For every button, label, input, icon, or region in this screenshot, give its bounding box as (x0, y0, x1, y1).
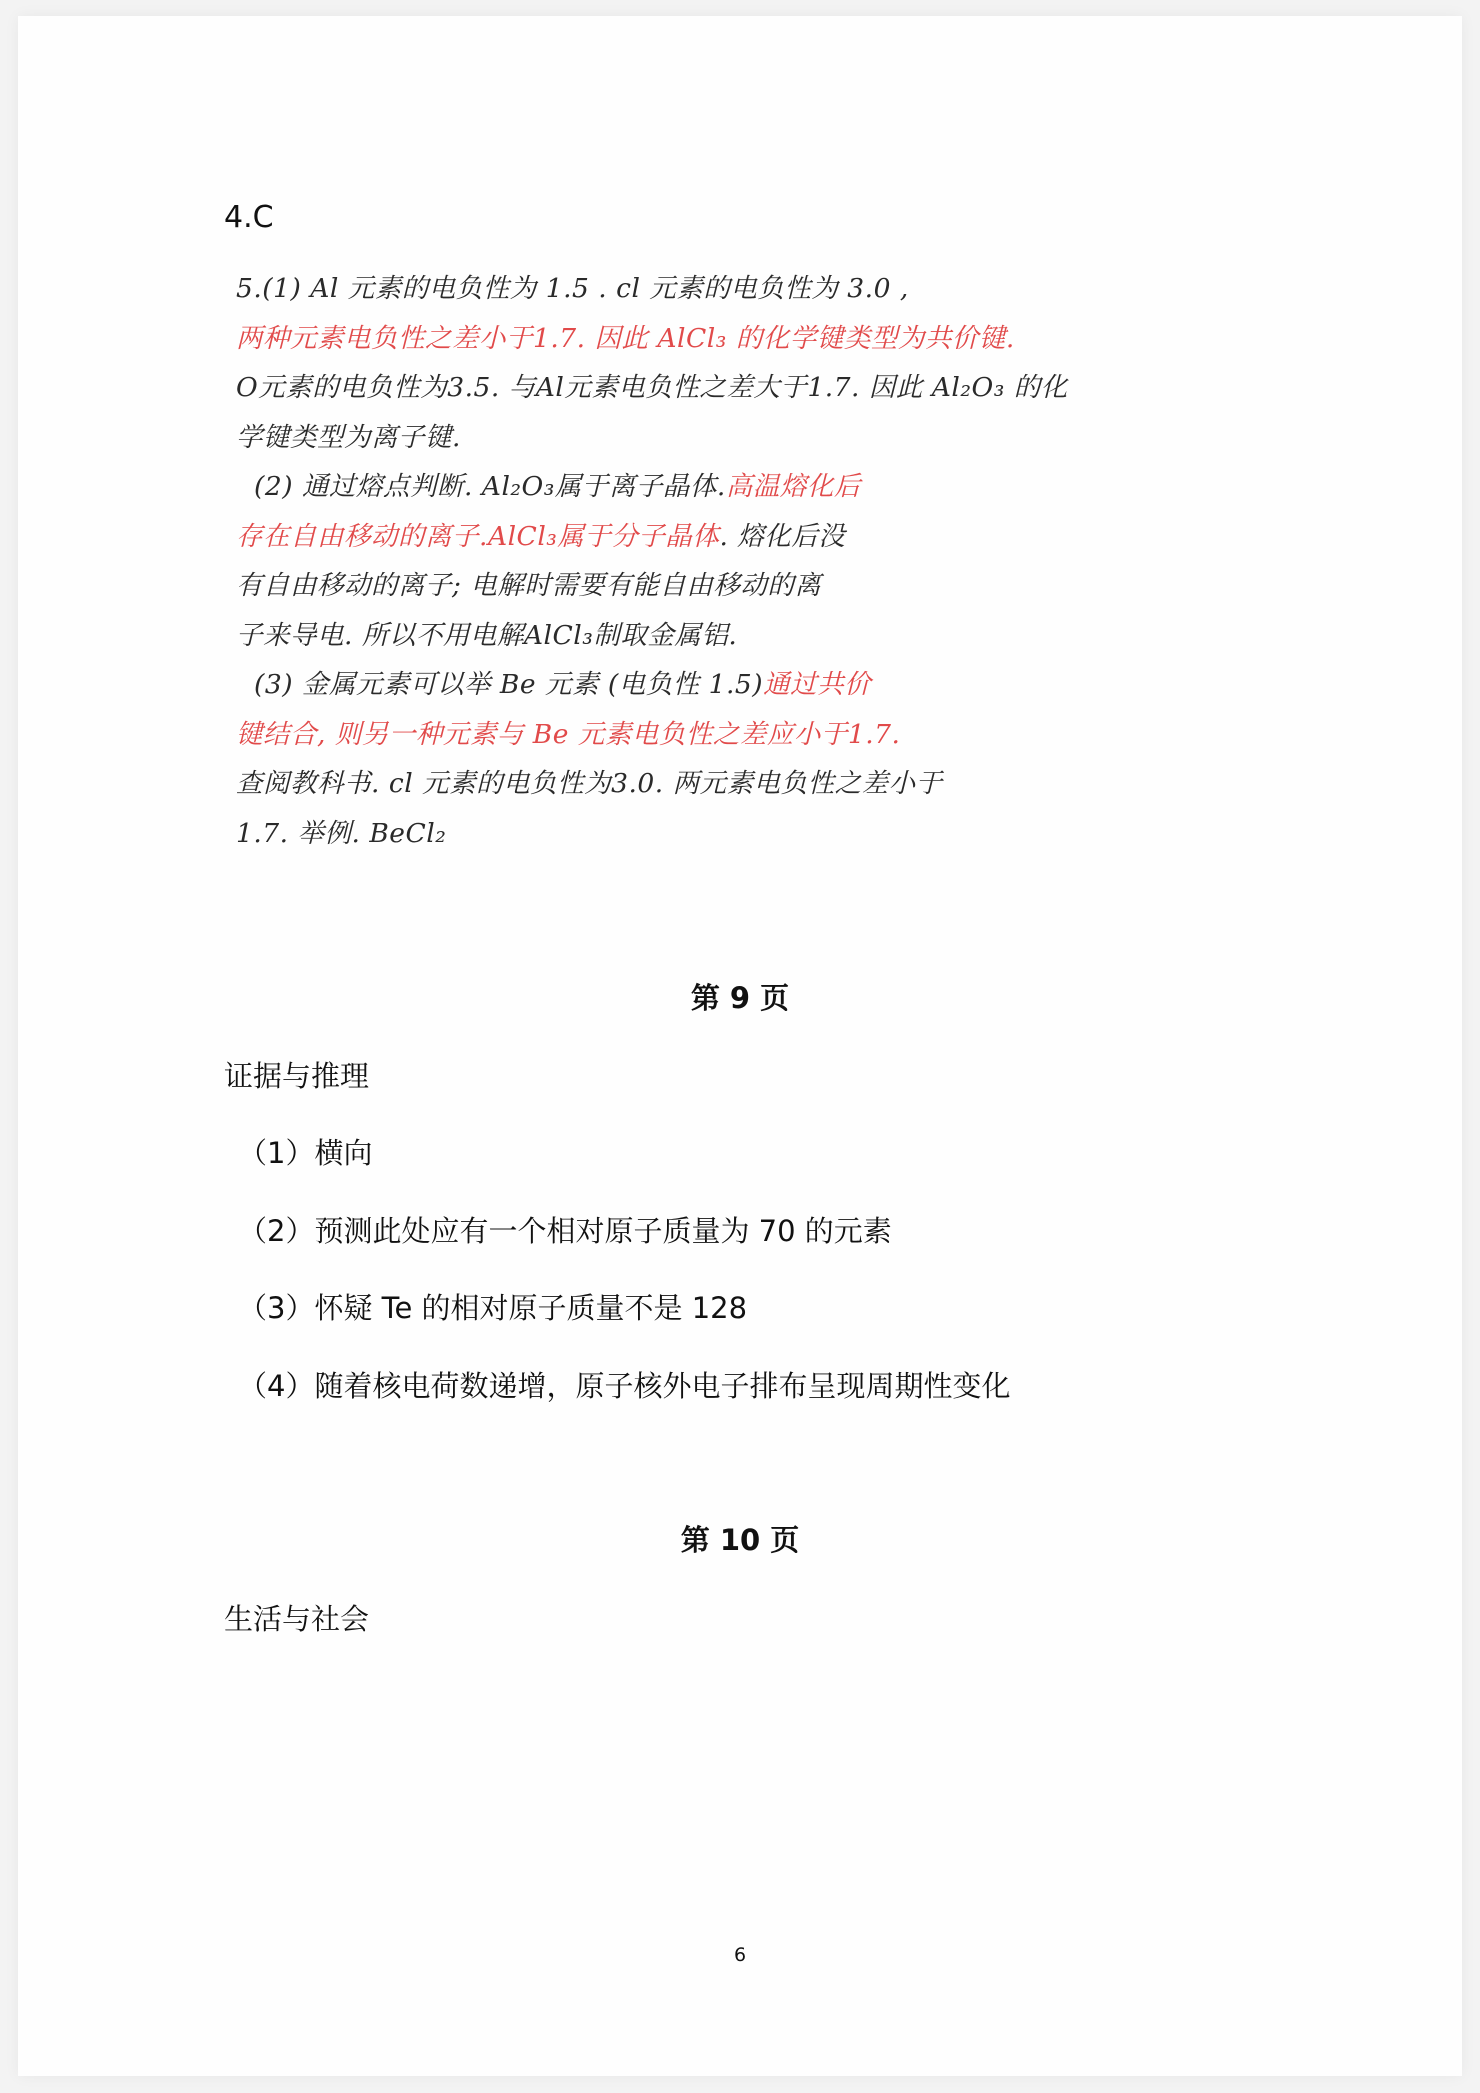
handwritten-answer-5 (236, 264, 1068, 858)
handwritten-line: 查阅教科书. cl 元素的电负性为3.0. 两元素电负性之差小于 (236, 768, 943, 799)
handwritten-fragment-red: 通过共价 (763, 669, 872, 700)
handwritten-line: O元素的电负性为3.5. 与Al元素电负性之差大于1.7. 因此 Al₂O₃ 的化 (236, 372, 1068, 403)
handwritten-line (236, 660, 956, 710)
list-item: （1）横向 (238, 1136, 373, 1170)
page-number: 6 (733, 1944, 747, 1966)
handwritten-fragment-red: AlCl₃属于分子晶体 (487, 520, 720, 552)
handwritten-line: 子来导电. 所以不用电解AlCl₃制取金属铝. (236, 619, 738, 651)
handwritten-line: 1.7. 举例. BeCl₂ (236, 817, 447, 849)
list-item: （4）随着核电荷数递增，原子核外电子排布呈现周期性变化 (238, 1369, 1011, 1403)
handwritten-line: 有自由移动的离子; 电解时需要有能自由移动的离 (236, 570, 822, 601)
handwritten-line (236, 512, 956, 562)
handwritten-line: 学键类型为离子键. (236, 421, 461, 453)
handwritten-fragment: . 熔化后没 (719, 520, 846, 552)
section-title-life: 生活与社会 (224, 1602, 370, 1636)
handwritten-line-red: 两种元素电负性之差小于1.7. 因此 AlCl₃ 的化学键类型为共价键. (236, 322, 1015, 354)
list-item: （3）怀疑 Te 的相对原子质量不是 128 (238, 1291, 748, 1325)
handwritten-fragment: (3) 金属元素可以举 Be 元素 (电负性 1.5) (254, 669, 764, 700)
handwritten-line: 5.(1) Al 元素的电负性为 1.5 . cl 元素的电负性为 3.0 , (236, 273, 909, 304)
handwritten-line-red: 键结合, 则另一种元素与 Be 元素电负性之差应小于1.7. (236, 718, 901, 750)
answer-4: 4.C (224, 200, 274, 235)
handwritten-fragment: (2) 通过熔点判断. Al₂O₃属于离子晶体. (254, 471, 726, 502)
page-9-heading: 第 9 页 (690, 981, 790, 1015)
handwritten-fragment-red: 高温熔化后 (725, 471, 861, 502)
section-title-evidence: 证据与推理 (224, 1059, 370, 1093)
handwritten-fragment-red: 存在自由移动的离子. (236, 520, 488, 552)
handwritten-line (236, 462, 956, 512)
page-10-heading: 第 10 页 (680, 1523, 800, 1557)
list-item: （2）预测此处应有一个相对原子质量为 70 的元素 (238, 1214, 892, 1248)
